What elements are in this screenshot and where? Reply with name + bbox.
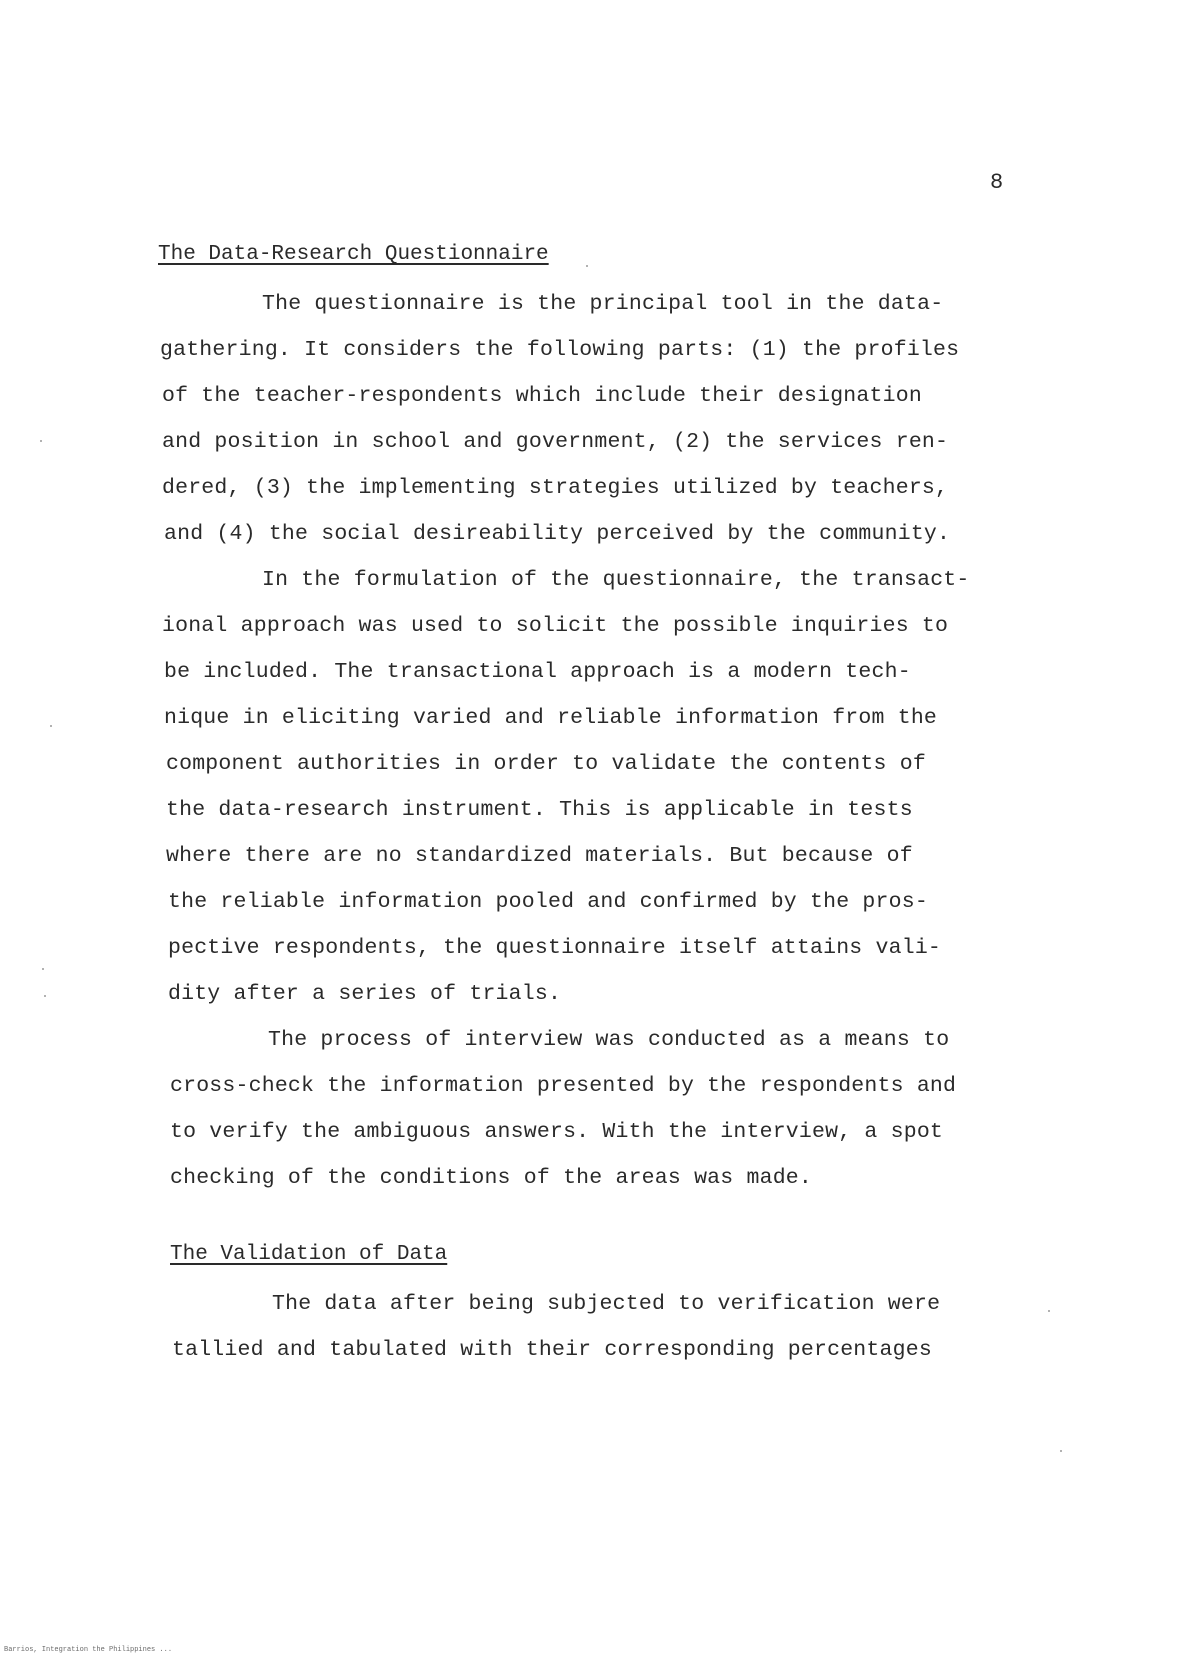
text-line: ional approach was used to solicit the possible inquiries to (162, 614, 949, 638)
text-line: the reliable information pooled and confirmed by the pros- (168, 890, 928, 914)
scan-speck (586, 265, 588, 267)
scan-speck (1048, 1310, 1050, 1312)
text-line: of the teacher-respondents which include their designation (162, 384, 922, 408)
text-line: nique in eliciting varied and reliable information from the (164, 706, 938, 730)
text-line: tallied and tabulated with their corresponding percentages (172, 1338, 932, 1362)
scan-speck (50, 725, 52, 727)
section-heading-validation: The Validation of Data (170, 1243, 448, 1266)
text-line: component authorities in order to validate the contents of (166, 752, 926, 776)
text-line: In the formulation of the questionnaire, the transact- (262, 568, 970, 592)
text-line: and (4) the social desireability perceived by the community. (164, 522, 951, 546)
text-line: dered, (3) the implementing strategies utilized by teachers, (162, 476, 949, 500)
scan-speck (1060, 1450, 1062, 1452)
text-line: The questionnaire is the principal tool in the data- (262, 292, 944, 316)
page-number: 8 (990, 170, 1004, 195)
text-line: dity after a series of trials. (168, 982, 562, 1006)
text-line: the data-research instrument. This is applicable in tests (166, 798, 913, 822)
text-line: The process of interview was conducted as a means to (268, 1028, 950, 1052)
section-heading-questionnaire: The Data-Research Questionnaire (158, 243, 549, 266)
text-line: be included. The transactional approach is a modern tech- (164, 660, 911, 684)
footer-scan-text: Barrios, Integration the Philippines ... (4, 1646, 173, 1654)
text-line: cross-check the information presented by the respondents and (170, 1074, 957, 1098)
text-line: pective respondents, the questionnaire itself attains vali- (168, 936, 942, 960)
scan-speck (40, 440, 42, 442)
scan-speck (44, 995, 46, 997)
scan-speck (42, 968, 44, 970)
text-line: and position in school and government, (2) the services ren- (162, 430, 949, 454)
text-line: The data after being subjected to verification were (272, 1292, 941, 1316)
text-line: checking of the conditions of the areas was made. (170, 1166, 813, 1190)
text-line: gathering. It considers the following parts: (1) the profiles (160, 338, 960, 362)
text-line: to verify the ambiguous answers. With the interview, a spot (170, 1120, 944, 1144)
text-line: where there are no standardized materials. But because of (166, 844, 913, 868)
